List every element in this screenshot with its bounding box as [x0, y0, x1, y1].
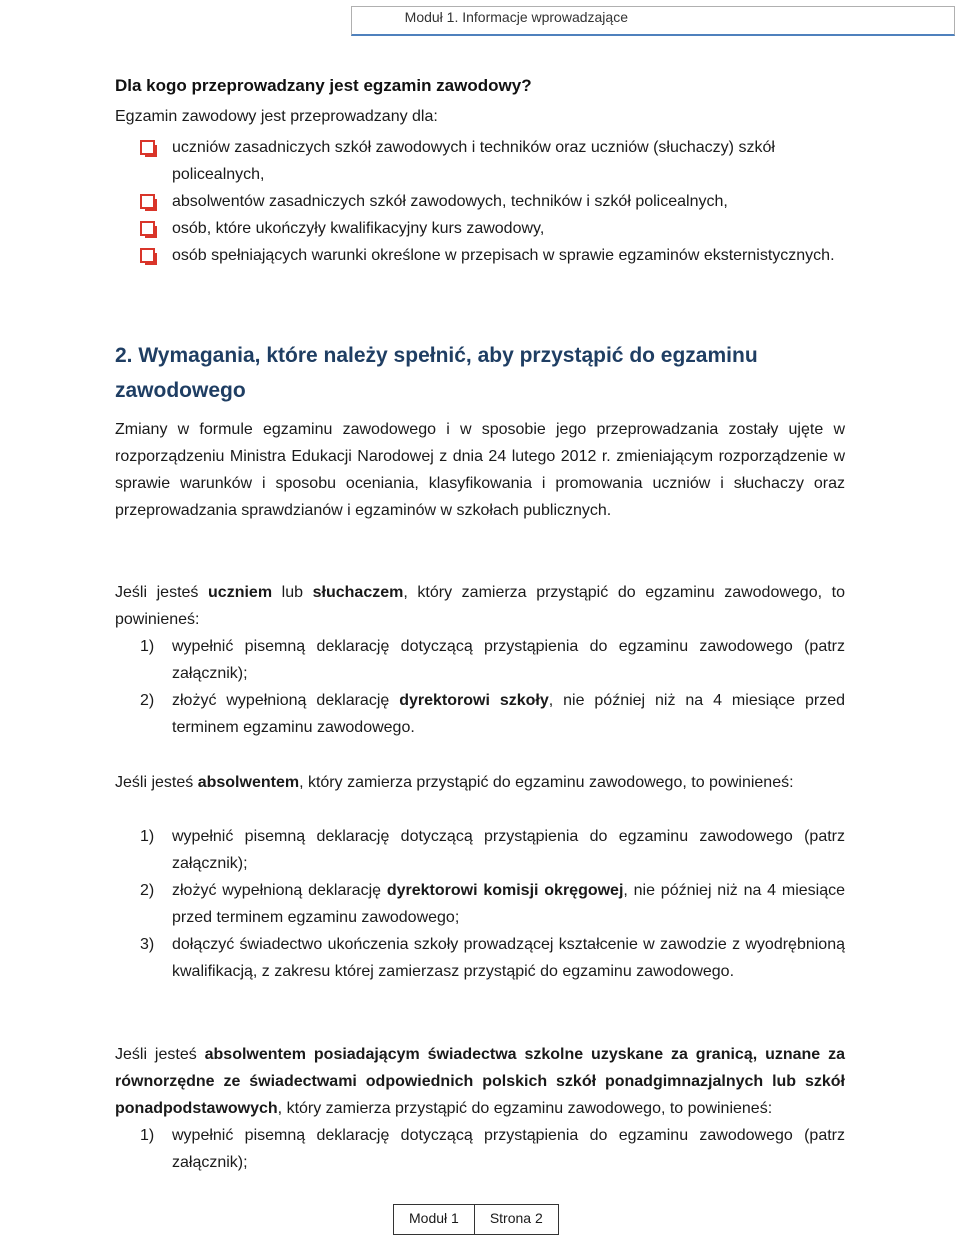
section1-intro: Egzamin zawodowy jest przeprowadzany dla:: [115, 108, 438, 125]
list-item: 3) dołączyć świadectwo ukończenia szkoły prowadzącej kształcenie w zawodzie z wyodrębnioną kwalifikacją, z zakresu której zamierzasz przystąpić do egzaminu zawodowego.: [140, 936, 845, 980]
page-header: [0, 0, 960, 40]
list-item: absolwentów zasadniczych szkół zawodowych, techników i szkół policealnych,: [140, 188, 845, 215]
checkbox-bullet-icon: [140, 194, 155, 209]
checkbox-bullet-icon: [140, 248, 155, 263]
foreign-steps: [115, 1122, 845, 1176]
section1-heading: Dla kogo przeprowadzany jest egzamin zawodowy?: [115, 76, 532, 95]
page-footer: [393, 1204, 559, 1235]
list-item: osób spełniających warunki określone w przepisach w sprawie egzaminów eksternistycznych.: [140, 242, 845, 269]
student-paragraph: Jeśli jesteś uczniem lub słuchaczem, który zamierza przystąpić do egzaminu zawodowego, to powinieneś:: [115, 584, 846, 628]
footer-page-number: Strona 2: [474, 1205, 558, 1234]
list-item: 2) złożyć wypełnioną deklarację dyrektorowi szkoły, nie później niż na 4 miesiące przed terminem egzaminu zawodowego.: [140, 692, 846, 736]
list-item: 1) wypełnić pisemną deklarację dotyczącą przystąpienia do egzaminu zawodowego (patrz załącznik);: [140, 828, 845, 872]
list-item: osób, które ukończyły kwalifikacyjny kurs zawodowy,: [140, 215, 845, 242]
graduate-steps: [115, 823, 845, 985]
section2-heading: 2. Wymagania, które należy spełnić, aby przystąpić do egzaminu zawodowego: [115, 344, 758, 402]
student-steps: [115, 633, 845, 741]
list-item: 2) złożyć wypełnioną deklarację dyrektorowi komisji okręgowej, nie później niż na 4 miesiące przed terminem egzaminu zawodowego;: [140, 882, 845, 926]
list-item: uczniów zasadniczych szkół zawodowych i techników oraz uczniów (słuchaczy) szkół policealnych,: [140, 134, 845, 188]
header-title: Moduł 1. Informacje wprowadzające: [404, 9, 628, 25]
bullet-list: [140, 134, 845, 269]
graduate-paragraph: Jeśli jesteś absolwentem, który zamierza przystąpić do egzaminu zawodowego, to powinieneś:: [115, 774, 794, 791]
checkbox-bullet-icon: [140, 221, 155, 236]
list-item: 1) wypełnić pisemną deklarację dotyczącą przystąpienia do egzaminu zawodowego (patrz załącznik);: [140, 638, 845, 682]
regulation-paragraph: Zmiany w formule egzaminu zawodowego i w sposobie jego przeprowadzania zostały ujęte w rozporządzeniu Ministra Edukacji Narodowej z dnia 24 lutego 2012 r. zmieniającym rozporządzenie w sprawie warunków i sposobu oceniania, klasyfikowania i promowania uczniów i słuchaczy oraz przeprowadzania sprawdzianów i egzaminów w szkołach publicznych.: [115, 421, 845, 519]
footer-module: Moduł 1: [409, 1210, 459, 1226]
foreign-paragraph: Jeśli jesteś absolwentem posiadającym świadectwa szkolne uzyskane za granicą, uznane za równorzędne ze świadectwami odpowiednich polskich szkół ponadgimnazjalnych lub szkół ponadpodstawowych, który zamierza przystąpić do egzaminu zawodowego, to powinieneś:: [115, 1046, 845, 1117]
checkbox-bullet-icon: [140, 140, 155, 155]
list-item: 1) wypełnić pisemną deklarację dotyczącą przystąpienia do egzaminu zawodowego (patrz załącznik);: [140, 1127, 845, 1171]
